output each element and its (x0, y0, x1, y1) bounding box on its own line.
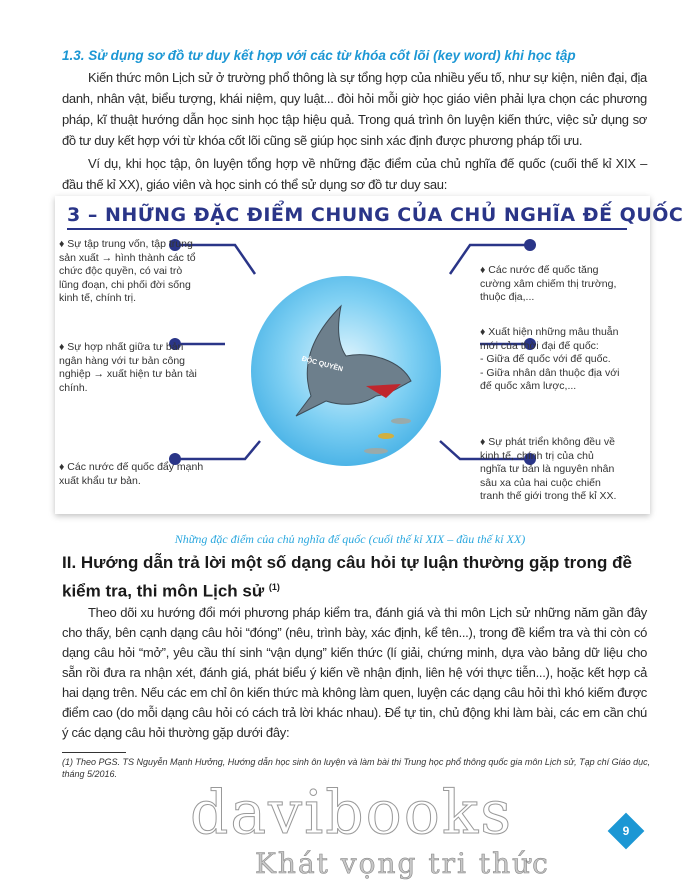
paragraph: Ví dụ, khi học tập, ôn luyện tổng hợp về những đặc điểm của chủ nghĩa đế quốc (cuối thế kỉ XIX – đầu thế kỉ XX), giáo viên và học sinh có thể sử dụng sơ đồ tư duy sau: (62, 156, 647, 192)
footnote: (1) Theo PGS. TS Nguyễn Mạnh Hưởng, Hướng dẫn học sinh ôn luyện và làm bài thi Trung học phổ thông quốc gia môn Lịch sử, Tạp chí Giáo dục, tháng 5/2016. (62, 757, 651, 779)
shark-icon (251, 276, 441, 466)
left-note: ♦ Sự hợp nhất giữa tư bản ngân hàng với tư bản công nghiệp → xuất hiện tư bản tài chính. (59, 341, 197, 394)
section-heading: 1.3. Sử dụng sơ đồ tư duy kết hợp với các từ khóa cốt lõi (key word) khi học tập (62, 48, 576, 63)
page-number: 9 (622, 824, 630, 838)
right-note: ♦ Các nước đế quốc tăng cường xâm chiếm thị trường, thuộc địa,... (480, 264, 617, 303)
bullet-dot (524, 239, 536, 251)
infographic (55, 196, 684, 514)
shark-label: ĐỘC QUYỀN (300, 355, 344, 374)
watermark-brand: davibooks (190, 778, 514, 848)
footnote-ref: (1) (268, 582, 280, 592)
right-note: ♦ Xuất hiện những mâu thuẫn mới của thời đại đế quốc: - Giữa đế quốc với đế quốc. - Giữa nhân dân thuộc địa với đế quốc xâm lược,... (480, 326, 620, 392)
right-note: ♦ Sự phát triển không đều về kinh tế, chính trị của chủ nghĩa tư bản là nguyên nhân sâu xa của hai cuộc chiến tranh thế giới trong thế kỉ XX. (480, 436, 617, 502)
watermark-slogan: Khát vọng tri thức (255, 847, 550, 880)
footnote-divider (62, 752, 126, 753)
figure-caption: Những đặc điểm của chủ nghĩa đế quốc (cuối thế kỉ XIX – đầu thế kỉ XX) (174, 532, 526, 546)
section2-paragraph: Theo dõi xu hướng đổi mới phương pháp kiểm tra, đánh giá và thi môn Lịch sử những năm gần đây cho thấy, bên cạnh dạng câu hỏi “đóng” (nêu, trình bày, xác định, kể tên...), trong đề kiểm tra và thi còn có dạng câu hỏi “mở”, yêu cầu thí sinh “vận dụng” kiến thức (lí giải, chứng minh, dựa vào bảng dữ liệu cho sẵn rồi đưa ra nhận xét, đánh giá, phát biểu ý kiến về nhận định, liên hệ với thực tiễn...), hoặc kết hợp cả hai dạng trên. Nếu các em chỉ ôn kiến thức mà không làm quen, luyện các dạng câu hỏi thì khó kiếm được điểm cao (do mỗi dạng câu hỏi có cách trả lời khác nhau). Để tự tin, chủ động khi làm bài, các em cần chú ý các dạng câu hỏi thường gặp dưới đây: (62, 605, 647, 740)
infographic-title: 3 – NHỮNG ĐẶC ĐIỂM CHUNG CỦA CHỦ NGHĨA ĐẾ QUỐC (67, 204, 627, 230)
shark-illustration (251, 276, 441, 466)
left-note: ♦ Các nước đế quốc đẩy mạnh xuất khẩu tư bản. (59, 461, 204, 487)
section2-heading (62, 550, 652, 604)
section2-heading-text: II. Hướng dẫn trả lời một số dạng câu hỏi tự luận thường gặp trong đề kiểm tra, thi môn Lịch sử (62, 553, 632, 601)
left-note: ♦ Sự tập trung vốn, tập trung sản xuất → hình thành các tổ chức độc quyền, có vai trò lũng đoạn, chi phối đời sống kinh tế, chính trị. (59, 238, 196, 304)
paragraph: Kiến thức môn Lịch sử ở trường phổ thông là sự tổng hợp của nhiều yếu tố, như sự kiện, niên đại, địa danh, nhân vật, biểu tượng, khái niệm, quy luật... đòi hỏi mỗi giờ học giáo viên phải lựa chọn các phương pháp, kĩ thuật hướng dẫn học sinh học tập hiệu quả. Trong quá trình ôn luyện kiến thức, việc sử dụng sơ đồ tư duy kết hợp với từ khóa cốt lõi cũng sẽ giúp học sinh xác định được phương pháp tối ưu. (62, 70, 647, 148)
